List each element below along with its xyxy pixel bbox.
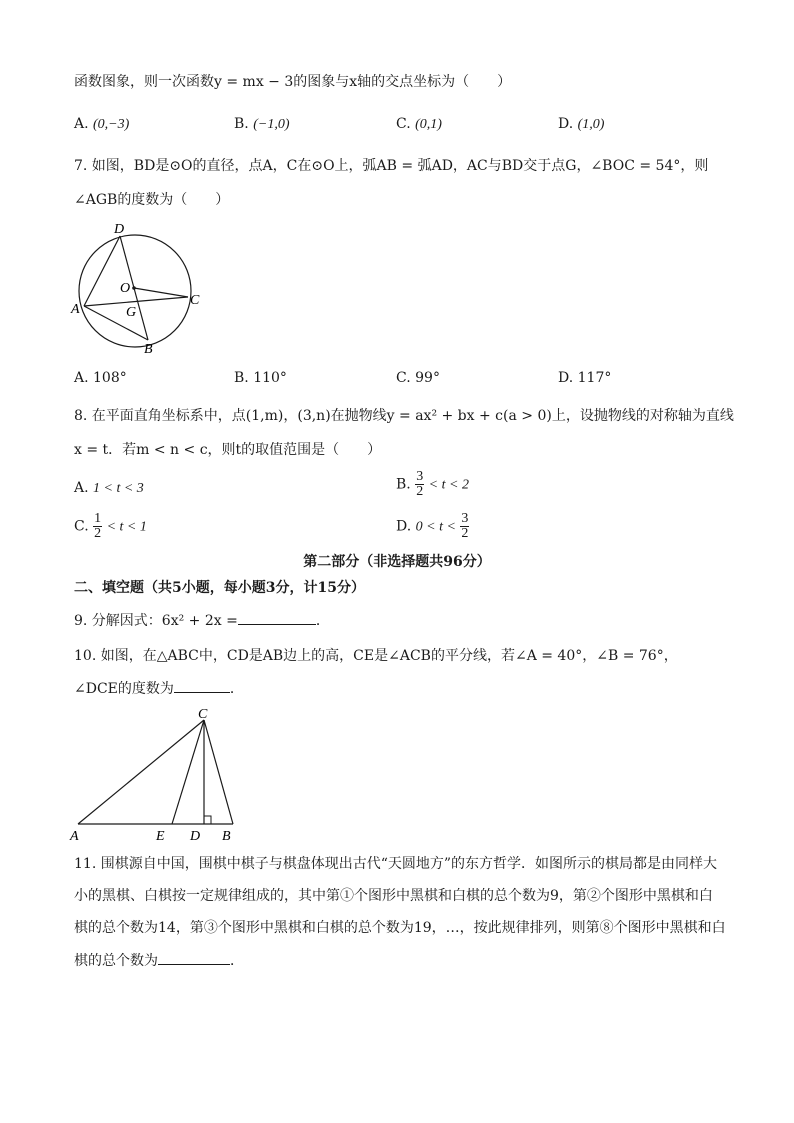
q7-circle-figure bbox=[68, 218, 218, 358]
q7-option-d[interactable]: D. 117° bbox=[558, 370, 612, 386]
section2-title: 二、填空题（共5小题，每小题3分，计15分） bbox=[74, 580, 365, 596]
label-c: C bbox=[198, 707, 208, 722]
q11-stem-line4: 棋的总个数为 ． bbox=[74, 950, 244, 971]
q8-stem-line1: 8. 在平面直角坐标系中，点(1,m)，(3,n)在抛物线y = ax² + bx + c(a > 0)上，设抛物线的对称轴为直线 bbox=[74, 408, 734, 424]
q8-option-b[interactable]: B. $\frac{3}{2}$ < t < 2 bbox=[396, 469, 469, 499]
label-b: B bbox=[222, 829, 231, 844]
q6-option-a[interactable]: A. (0,−3) bbox=[74, 116, 130, 132]
q9-answer-blank[interactable] bbox=[238, 610, 316, 625]
side-bc bbox=[204, 720, 233, 824]
q8-option-c[interactable]: C. $\frac{1}{2}$ < t < 1 bbox=[74, 511, 147, 541]
q8-option-d[interactable]: D. 0 < t < $\frac{3}{2}$ bbox=[396, 511, 469, 541]
right-angle-mark bbox=[204, 816, 211, 824]
q8-stem-line2: x = t．若m < n < c，则t的取值范围是（ ） bbox=[74, 442, 382, 458]
q6-stem: 函数图象，则一次函数y = mx − 3的图象与x轴的交点坐标为（ ） bbox=[74, 74, 512, 90]
label-d: D bbox=[190, 829, 201, 844]
side-ac bbox=[78, 720, 204, 824]
part2-title: 第二部分（非选择题共96分） bbox=[303, 554, 491, 570]
label-g: G bbox=[126, 305, 137, 320]
q6-option-b[interactable]: B. (−1,0) bbox=[234, 116, 290, 132]
label-c: C bbox=[190, 293, 200, 308]
label-o: O bbox=[120, 281, 131, 296]
center-point bbox=[132, 286, 136, 290]
q11-stem-line3: 棋的总个数为14，第③个图形中黑棋和白棋的总个数为19，…，按此规律排列，则第⑧个图形中黑棋和白 bbox=[74, 920, 726, 936]
label-e: E bbox=[156, 829, 165, 844]
q11-answer-blank[interactable] bbox=[158, 950, 230, 965]
q7-option-c[interactable]: C. 99° bbox=[396, 370, 440, 386]
q8-b-fraction: $\frac{3}{2}$ bbox=[416, 469, 424, 499]
q11-stem-line2: 小的黑棋、白棋按一定规律组成的，其中第①个图形中黑棋和白棋的总个数为9，第②个图形中黑棋和白 bbox=[74, 888, 713, 904]
q10-stem-line2: ∠DCE的度数为 ． bbox=[74, 678, 244, 699]
label-a: A bbox=[70, 829, 79, 844]
chord-ab bbox=[84, 306, 148, 340]
q8-option-a[interactable]: A. 1 < t < 3 bbox=[74, 480, 144, 496]
q11-stem-line1: 11. 围棋源自中国，围棋中棋子与棋盘体现出古代“天圆地方”的东方哲学．如图所示的棋局都是由同样大 bbox=[74, 856, 718, 872]
label-a: A bbox=[71, 302, 80, 317]
q7-stem-line2: ∠AGB的度数为（ ） bbox=[74, 192, 230, 208]
q8-d-fraction: $\frac{3}{2}$ bbox=[461, 511, 469, 541]
q10-triangle-figure bbox=[68, 704, 248, 844]
label-b: B bbox=[144, 342, 153, 357]
q6-option-c[interactable]: C. (0,1) bbox=[396, 116, 442, 132]
q8-c-fraction: $\frac{1}{2}$ bbox=[94, 511, 102, 541]
q7-option-a[interactable]: A. 108° bbox=[74, 370, 127, 386]
q10-stem-line1: 10. 如图，在△ABC中，CD是AB边上的高，CE是∠ACB的平分线，若∠A = 40°，∠B = 76°， bbox=[74, 648, 678, 664]
q9-stem: 9. 分解因式：6x² + 2x = ． bbox=[74, 610, 330, 631]
label-d: D bbox=[114, 222, 125, 237]
q10-answer-blank[interactable] bbox=[174, 678, 230, 693]
segment-oc bbox=[134, 288, 188, 297]
q7-option-b[interactable]: B. 110° bbox=[234, 370, 287, 386]
q7-stem-line1: 7. 如图，BD是⊙O的直径，点A，C在⊙O上，弧AB = 弧AD，AC与BD交于点G，∠BOC = 54°，则 bbox=[74, 158, 709, 174]
q6-option-d[interactable]: D. (1,0) bbox=[558, 116, 605, 132]
bisector-ce bbox=[172, 720, 204, 824]
